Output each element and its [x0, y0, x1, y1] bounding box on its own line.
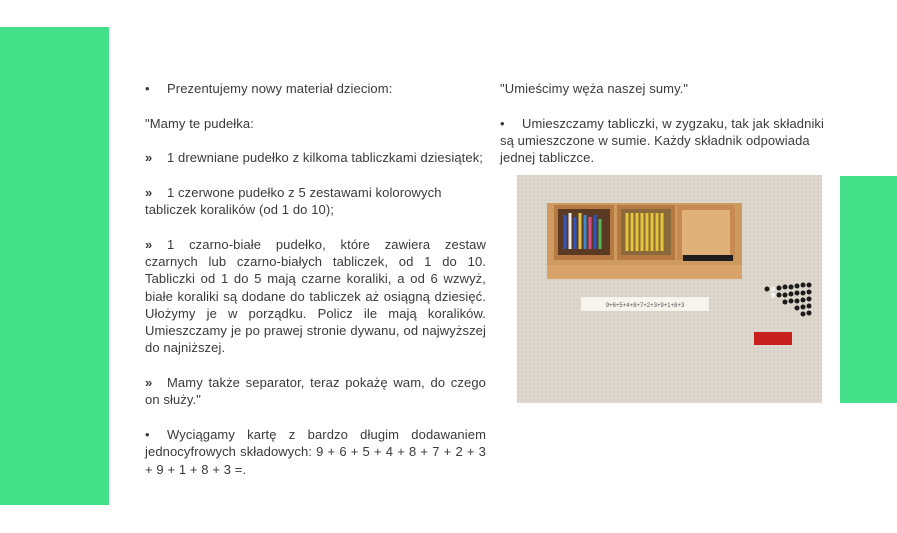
bullet-icon: • [500, 115, 505, 131]
left-text-column [145, 80, 486, 478]
paragraph-snake: "Umieścimy węża naszej sumy." [500, 81, 689, 96]
paragraph-card: • Wyciągamy kartę z bardzo długim dodawaniem jednocyfrowych składowych: 9 + 6 + 5 + 4 + 8 + 7 + 2 + 3 + 9 + 1 + 8 + 3 =. [145, 426, 486, 477]
montessori-material-photo [517, 175, 822, 403]
list-item-black-white-box: » 1 czarno-białe pudełko, które zawiera zestaw czarnych lub czarno-białych tabliczek, od 1 do 10. Tabliczki od 1 do 5 mają czarne koraliki, a od 6 wzwyż, białe koraliki są dodane do tabliczek aż osiągną dziesięć. Ułożymy je w porządku. Policz ile mają koralików. Umieszczamy je po prawej stronie dywanu, od najwyższej do najniższej. [145, 236, 486, 356]
arrow-bullet-icon: » [145, 150, 153, 166]
bullet-icon: • [145, 81, 150, 96]
list-item-separator: » Mamy także separator, teraz pokażę wam, do czego on służy." [145, 375, 486, 408]
paragraph-zigzag: • Umieszczamy tabliczki, w zygzaku, tak jak składniki są umieszczone w sumie. Każdy składnik odpowiada jednej tabliczce. [500, 115, 825, 166]
arrow-bullet-icon: » [145, 375, 153, 391]
addition-card-text: 9+6+5+4+8+7+2+3+9+1+8+3 [605, 303, 685, 309]
list-item-red-box: » 1 czerwone pudełko z 5 zestawami kolorowych tabliczek koralików (od 1 do 10); [145, 184, 442, 218]
list-item-wooden-box: » 1 drewniane pudełko z kilkoma tabliczkami dziesiątek; [145, 150, 484, 166]
arrow-bullet-icon: » [145, 236, 153, 252]
arrow-bullet-icon: » [145, 184, 153, 200]
right-accent-bar [840, 176, 897, 403]
right-text-column [500, 80, 840, 166]
paragraph-intro: • Prezentujemy nowy materiał dzieciom: [145, 81, 393, 96]
left-accent-bar [0, 27, 109, 505]
bullet-icon: • [145, 426, 150, 442]
paragraph-boxes: "Mamy te pudełka: [145, 115, 254, 131]
